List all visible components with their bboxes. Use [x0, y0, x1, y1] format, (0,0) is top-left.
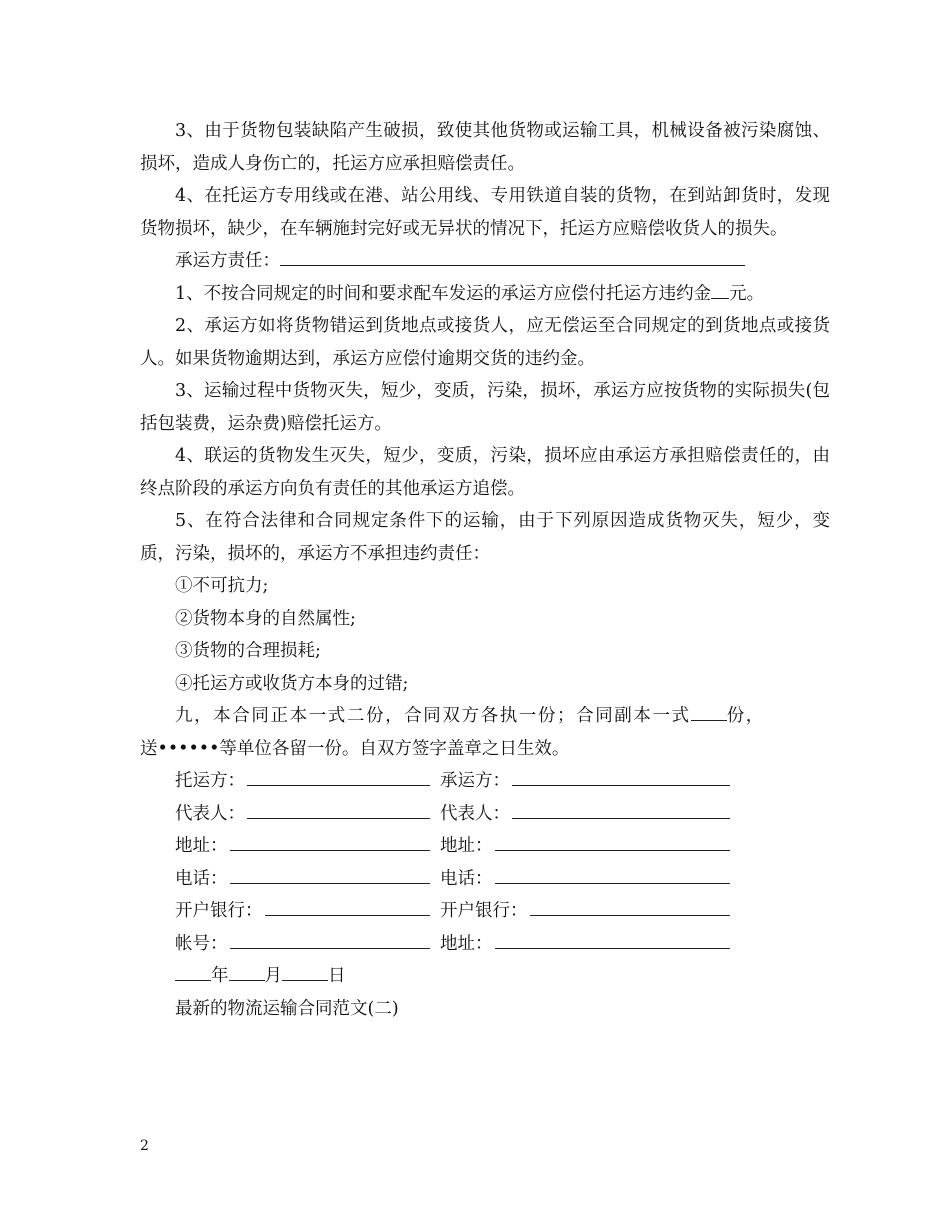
signature-row — [140, 798, 830, 831]
signature-blank — [512, 767, 730, 786]
paragraph-carrier-3: 3、运输过程中货物灭失，短少，变质，污染，损坏，承运方应按货物的实际损失(包括包装费，运杂费)赔偿托运方。 — [140, 381, 830, 434]
signature-row — [140, 863, 830, 896]
signature-cell-left — [175, 863, 430, 896]
signature-blank — [512, 800, 730, 819]
signature-cell-left — [175, 895, 430, 928]
carrier-1-suffix: 元。 — [729, 283, 765, 304]
signature-blank — [247, 767, 430, 786]
paragraph-shipper-3: 3、由于货物包装缺陷产生破损，致使其他货物或运输工具，机械设备被污染腐蚀、损坏，造成人身伤亡的，托运方应承担赔偿责任。 — [140, 121, 830, 174]
clause-9-line-2: 送••••••等单位各留一份。自双方签字盖章之日生效。 — [140, 738, 570, 759]
exemption-item: ④托运方或收货方本身的过错; — [175, 673, 409, 694]
signature-cell-right — [440, 765, 730, 798]
signature-blank — [495, 930, 731, 949]
signature-cell-left — [175, 830, 430, 863]
paragraph-carrier-4: 4、联运的货物发生灭失，短少，变质，污染，损坏应由承运方承担赔偿责任的，由终点阶段的承运方向负有责任的其他承运方追偿。 — [140, 446, 830, 499]
signature-cell-right — [440, 830, 730, 863]
month-blank — [229, 962, 265, 981]
carrier-liability-label: 承运方责任： — [175, 251, 280, 271]
signing-date — [140, 960, 830, 993]
signature-blank — [265, 897, 431, 916]
date-year-label: 年 — [211, 966, 229, 986]
signature-blank — [230, 930, 431, 949]
paragraph-carrier-2: 2、承运方如将货物错运到货地点或接货人，应无偿运至合同规定的到货地点或接货人。如果货物逾期达到，承运方应偿付逾期交货的违约金。 — [140, 316, 830, 369]
signature-label: 电话： — [175, 868, 228, 889]
signature-cell-left — [175, 798, 430, 831]
signature-label: 地址： — [175, 836, 228, 856]
signature-cell-right — [440, 863, 730, 896]
signature-blank — [495, 832, 731, 851]
exemption-item: ③货物的合理损耗; — [175, 641, 321, 661]
document-body — [140, 115, 830, 1025]
exemption-item: ①不可抗力; — [175, 576, 269, 596]
day-blank — [282, 962, 328, 981]
signature-label: 承运方： — [440, 771, 510, 791]
signature-cell-left — [175, 765, 430, 798]
paragraph-shipper-4: 4、在托运方专用线或在港、站公用线、专用铁道自装的货物，在到站卸货时，发现货物损坏，缺少，在车辆施封完好或无异状的情况下，托运方应赔偿收货人的损失。 — [140, 186, 830, 239]
signature-label: 帐号： — [175, 933, 228, 954]
signature-row — [140, 928, 830, 961]
carrier-1-prefix: 1、不按合同规定的时间和要求配车发运的承运方应偿付托运方违约金 — [175, 283, 712, 304]
clause-9-mid: 份， — [726, 706, 765, 726]
signature-label: 代表人： — [440, 803, 510, 824]
signature-blank — [230, 832, 431, 851]
signature-label: 代表人： — [175, 803, 245, 824]
date-month-label: 月 — [264, 966, 282, 986]
signature-blank — [495, 865, 731, 884]
carrier-liability-blank — [280, 247, 745, 266]
exemption-item: ②货物本身的自然属性; — [175, 608, 356, 629]
signature-label: 地址： — [440, 836, 493, 856]
paragraph-carrier-1 — [140, 278, 830, 311]
page-number: 2 — [140, 1138, 149, 1154]
next-section-title: 最新的物流运输合同范文(二) — [175, 998, 399, 1019]
signature-label: 电话： — [440, 868, 493, 889]
date-day-label: 日 — [328, 966, 346, 986]
signature-cell-right — [440, 928, 730, 961]
year-blank — [175, 962, 211, 981]
signature-cell-right — [440, 895, 730, 928]
signature-cell-left — [175, 928, 430, 961]
carrier-liability-heading — [140, 245, 830, 278]
signature-blank — [247, 800, 430, 819]
signature-row — [140, 895, 830, 928]
copies-count-blank — [691, 702, 727, 721]
signature-label: 开户银行： — [440, 901, 528, 921]
signature-blank — [530, 897, 731, 916]
signature-cell-right — [440, 798, 730, 831]
signature-row — [140, 765, 830, 798]
signature-label: 开户银行： — [175, 901, 263, 921]
paragraph-carrier-5: 5、在符合法律和合同规定条件下的运输，由于下列原因造成货物灭失，短少，变质，污染，损坏的，承运方不承担违约责任： — [140, 511, 830, 564]
signature-row — [140, 830, 830, 863]
penalty-amount-blank — [711, 280, 729, 299]
clause-9-line-1 — [140, 700, 830, 733]
signature-label: 地址： — [440, 933, 493, 954]
signature-label: 托运方： — [175, 771, 245, 791]
clause-9-prefix: 九，本合同正本一式二份，合同双方各执一份；合同副本一式 — [175, 706, 691, 726]
signature-blank — [230, 865, 431, 884]
